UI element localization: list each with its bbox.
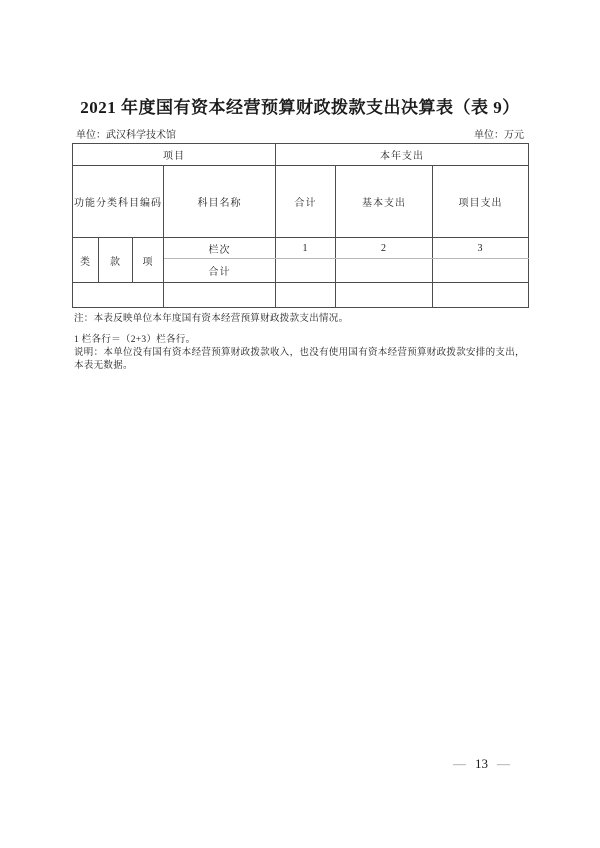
total-row-basic-value [336, 259, 433, 283]
total-row-total-value [276, 259, 336, 283]
currency-unit-label: 单位：万元 [474, 130, 524, 141]
header-current-year-expenditure-group: 本年支出 [276, 144, 529, 166]
table-row [73, 144, 529, 166]
column-formula-note: 1 栏各行＝（2+3）栏各行。 [74, 335, 196, 345]
table-row [73, 238, 529, 259]
empty-row-total-cell [276, 283, 336, 308]
page-number-dash-left: — [453, 756, 466, 771]
header-basic-expenditure: 基本支出 [336, 166, 433, 238]
total-row-label: 合计 [164, 259, 276, 283]
lane-label-cell: 栏次 [164, 238, 276, 259]
empty-row-basic-cell [336, 283, 433, 308]
page-number [453, 756, 510, 772]
document-title: 2021 年度国有资本经营预算财政拨款支出决算表（表 9） [80, 98, 520, 117]
unit-name-label: 单位：武汉科学技术馆 [76, 130, 176, 141]
header-total: 合计 [276, 166, 336, 238]
header-item: 项 [133, 238, 164, 283]
explanation-note: 说明：本单位没有国有资本经营预算财政拨款收入，也没有使用国有资本经营预算财政拨款安排的支出，本表无数据。 [74, 348, 525, 371]
table-row [73, 283, 529, 308]
table-row [73, 166, 529, 238]
expenditure-table [72, 143, 529, 308]
table-note: 注：本表反映单位本年度国有资本经营预算财政拨款支出情况。 [74, 314, 349, 324]
page-number-value: 13 [475, 756, 488, 771]
header-function-code: 功能分类科目编码 [73, 166, 164, 238]
unit-line [72, 126, 528, 141]
page-number-dash-right: — [497, 756, 510, 771]
header-category: 类 [73, 238, 99, 283]
empty-row-name-cell [164, 283, 276, 308]
header-project-expenditure: 项目支出 [433, 166, 529, 238]
total-row-project-value [433, 259, 529, 283]
header-section: 款 [99, 238, 133, 283]
lane-number-3: 3 [433, 238, 529, 259]
lane-number-1: 1 [276, 238, 336, 259]
empty-row-code-cell [73, 283, 164, 308]
header-subject-name: 科目名称 [164, 166, 276, 238]
empty-row-project-cell [433, 283, 529, 308]
lane-number-2: 2 [336, 238, 433, 259]
header-project-group: 项目 [73, 144, 276, 166]
notes-section [74, 313, 528, 373]
